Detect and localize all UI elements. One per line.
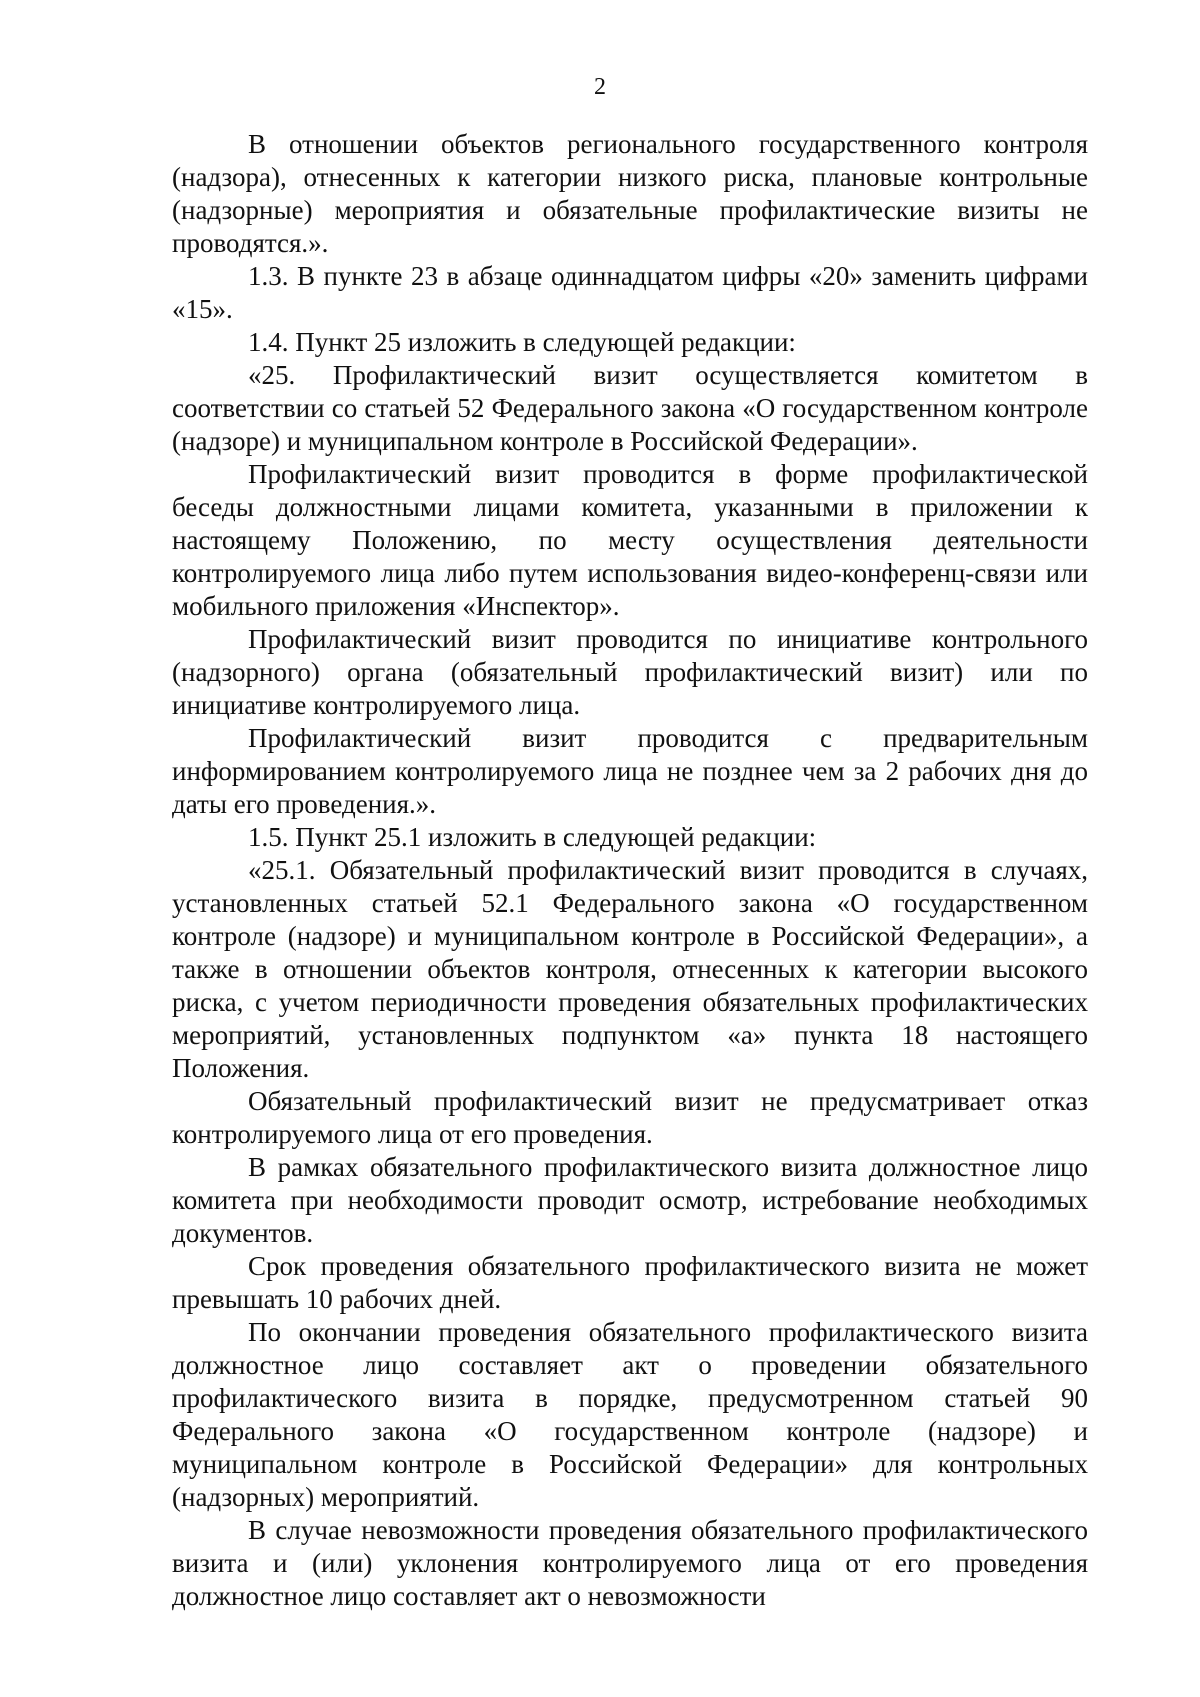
paragraph-visit-duration: Срок проведения обязательного профилактического визита не может превышать 10 рабочих дней.	[172, 1251, 1088, 1314]
paragraph-impossibility-act: В случае невозможности проведения обязательного профилактического визита и (или) уклонения контролируемого лица от его проведения должностное лицо составляет акт о невозможности	[172, 1515, 1088, 1611]
paragraph-visit-initiative: Профилактический визит проводится по инициативе контрольного (надзорного) органа (обязательный профилактический визит) или по инициативе контролируемого лица.	[172, 624, 1088, 720]
paragraph-low-risk-objects: В отношении объектов регионального государственного контроля (надзора), отнесенных к категории низкого риска, плановые контрольные (надзорные) мероприятия и обязательные профилактические визиты не проводятся.».	[172, 129, 1088, 258]
paragraph-visit-form: Профилактический визит проводится в форме профилактической беседы должностными лицами комитета, указанными в приложении к настоящему Положению, по месту осуществления деятельности контролируемого лица либо путем использования видео-конференц-связи или мобильного приложения «Инспектор».	[172, 459, 1088, 621]
paragraph-item-1-5: 1.5. Пункт 25.1 изложить в следующей редакции:	[248, 822, 817, 852]
paragraph-clause-25: «25. Профилактический визит осуществляется комитетом в соответствии со статьей 52 Федерального закона «О государственном контроле (надзоре) и муниципальном контроле в Российской Федерации».	[172, 360, 1088, 456]
paragraph-visit-act: По окончании проведения обязательного профилактического визита должностное лицо составляет акт о проведении обязательного профилактического визита в порядке, предусмотренном статьей 90 Федерального закона «О государственном контроле (надзоре) и муниципальном контроле в Российской Федерации» для контрольных (надзорных) мероприятий.	[172, 1317, 1088, 1512]
paragraph-clause-25-1: «25.1. Обязательный профилактический визит проводится в случаях, установленных статьей 52.1 Федерального закона «О государственном контроле (надзоре) и муниципальном контроле в Российской Федерации», а также в отношении объектов контроля, отнесенных к категории высокого риска, с учетом периодичности проведения обязательных профилактических мероприятий, установленных подпунктом «а» пункта 18 настоящего Положения.	[172, 855, 1088, 1083]
paragraph-item-1-4: 1.4. Пункт 25 изложить в следующей редакции:	[248, 327, 796, 357]
paragraph-visit-notice: Профилактический визит проводится с предварительным информированием контролируемого лица не позднее чем за 2 рабочих дня до даты его проведения.».	[172, 723, 1088, 819]
document-body	[172, 128, 1088, 1613]
page-number: 2	[594, 74, 606, 100]
paragraph-inspection-scope: В рамках обязательного профилактического визита должностное лицо комитета при необходимости проводит осмотр, истребование необходимых документов.	[172, 1152, 1088, 1248]
paragraph-no-refusal: Обязательный профилактический визит не предусматривает отказ контролируемого лица от его проведения.	[172, 1086, 1088, 1149]
paragraph-item-1-3: 1.3. В пункте 23 в абзаце одиннадцатом цифры «20» заменить цифрами «15».	[172, 261, 1088, 324]
